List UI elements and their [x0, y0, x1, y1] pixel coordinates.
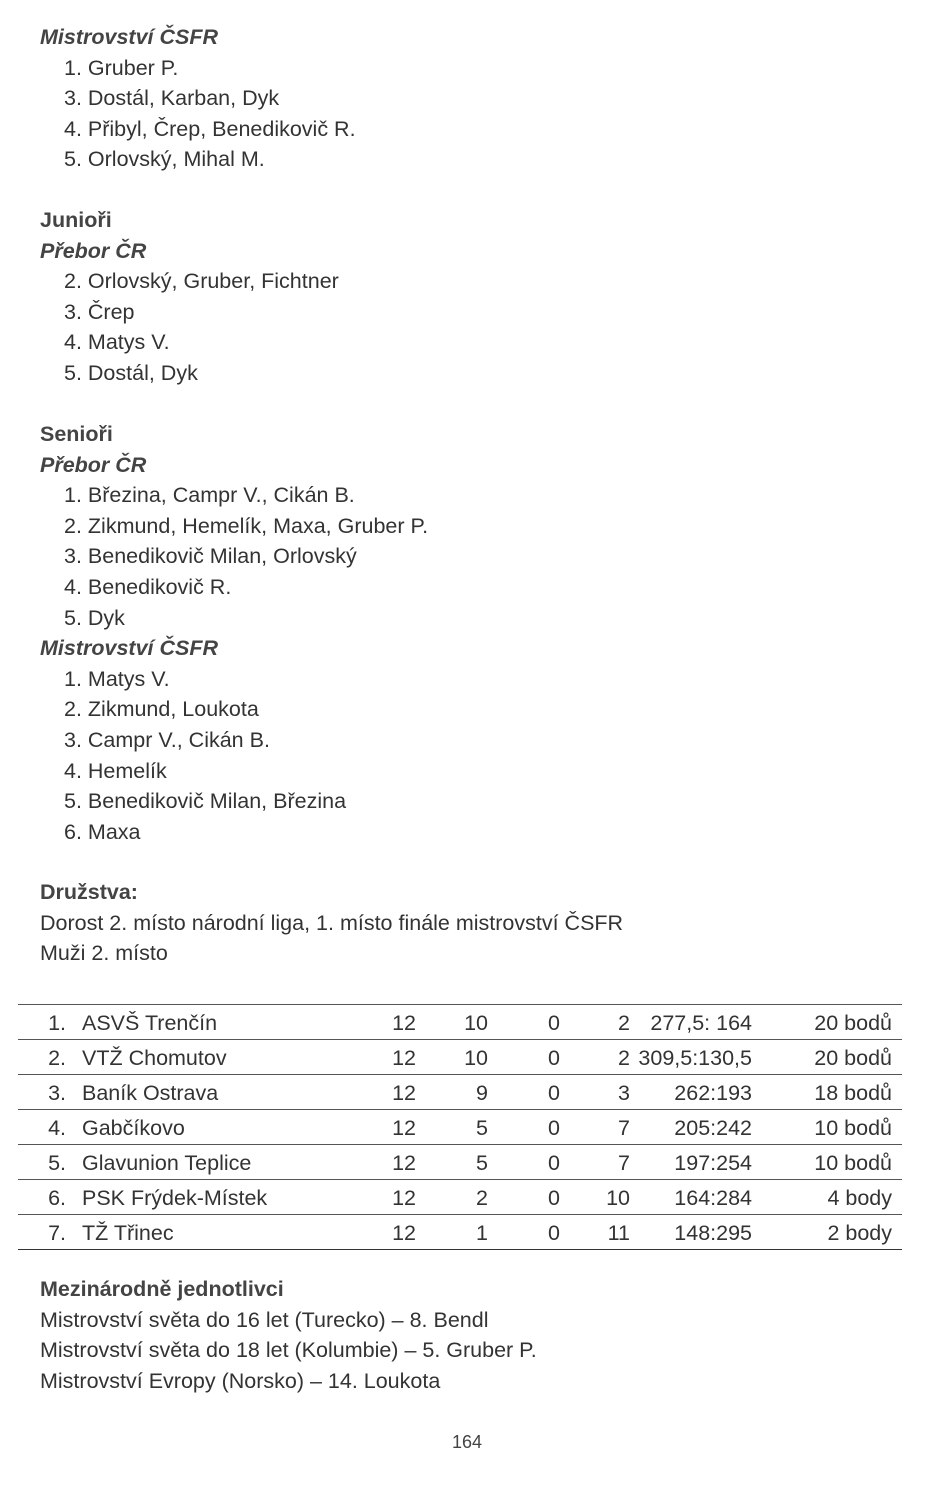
score-cell: 205:242	[674, 1116, 752, 1140]
team-cell: PSK Frýdek-Místek	[82, 1186, 268, 1210]
result-line: 4. Benedikovič R.	[64, 574, 232, 599]
draws-cell: 0	[548, 1081, 560, 1105]
text-line: Dorost 2. místo národní liga, 1. místo finále mistrovství ČSFR	[40, 910, 624, 935]
result-line: 5. Dostál, Dyk	[64, 360, 198, 385]
result-line: 5. Orlovský, Mihal M.	[64, 147, 265, 172]
section-mezinarodne	[40, 1274, 900, 1396]
section-druzstva	[40, 877, 900, 969]
subsection-heading: Mistrovství ČSFR	[40, 636, 219, 661]
result-line: 3. Dostál, Karban, Dyk	[64, 86, 280, 111]
score-cell: 197:254	[674, 1151, 752, 1175]
rank-cell: 3.	[48, 1081, 66, 1105]
draws-cell: 0	[548, 1221, 560, 1245]
section-mistrovstvi-csfr	[40, 22, 900, 175]
games-cell: 12	[392, 1011, 416, 1035]
draws-cell: 0	[548, 1116, 560, 1140]
team-cell: TŽ Třinec	[82, 1221, 174, 1245]
points-cell: 4 body	[827, 1186, 892, 1210]
draws-cell: 0	[548, 1186, 560, 1210]
rank-cell: 4.	[48, 1116, 66, 1140]
score-cell: 262:193	[674, 1081, 752, 1105]
result-line: 1. Gruber P.	[64, 55, 179, 80]
result-line: 4. Hemelík	[64, 758, 167, 783]
losses-cell: 10	[606, 1186, 630, 1210]
table-row	[18, 1075, 902, 1110]
result-line: 1. Březina, Campr V., Cikán B.	[64, 483, 355, 508]
rank-cell: 7.	[48, 1221, 66, 1245]
table-row	[18, 1110, 902, 1145]
score-cell: 148:295	[674, 1221, 752, 1245]
losses-cell: 2	[618, 1046, 630, 1070]
result-line: 4. Matys V.	[64, 330, 170, 355]
team-cell: Baník Ostrava	[82, 1081, 219, 1105]
losses-cell: 11	[607, 1221, 630, 1245]
result-line: 6. Maxa	[64, 819, 141, 844]
points-cell: 2 body	[827, 1221, 892, 1245]
result-line: 2. Orlovský, Gruber, Fichtner	[64, 269, 339, 294]
rank-cell: 6.	[48, 1186, 66, 1210]
section-heading: Junioři	[40, 208, 112, 232]
section-heading: Družstva:	[40, 880, 138, 904]
result-line: 2. Zikmund, Loukota	[64, 697, 259, 722]
points-cell: 10 bodů	[814, 1151, 892, 1175]
wins-cell: 10	[464, 1011, 488, 1035]
score-cell: 277,5: 164	[650, 1011, 752, 1035]
section-juniori	[40, 205, 900, 389]
team-cell: Gabčíkovo	[82, 1116, 185, 1140]
team-cell: ASVŠ Trenčín	[82, 1011, 218, 1035]
losses-cell: 7	[618, 1116, 630, 1140]
games-cell: 12	[392, 1116, 416, 1140]
section-heading: Mistrovství ČSFR	[40, 25, 219, 49]
table-row	[18, 1145, 902, 1180]
result-line: 3. Campr V., Cikán B.	[64, 727, 270, 752]
result-line: 5. Dyk	[64, 605, 125, 630]
losses-cell: 3	[618, 1081, 630, 1105]
table-row	[18, 1005, 902, 1040]
subsection-heading: Přebor ČR	[40, 452, 147, 477]
wins-cell: 2	[476, 1186, 488, 1210]
text-line: Muži 2. místo	[40, 941, 168, 966]
rank-cell: 2.	[48, 1046, 66, 1070]
table-row	[18, 1180, 902, 1215]
wins-cell: 10	[464, 1046, 488, 1070]
games-cell: 12	[392, 1186, 416, 1210]
games-cell: 12	[392, 1046, 416, 1070]
result-line: 3. Črep	[64, 299, 135, 324]
result-line: 1. Matys V.	[64, 666, 170, 691]
team-cell: Glavunion Teplice	[82, 1151, 252, 1175]
result-line: 5. Benedikovič Milan, Březina	[64, 789, 347, 814]
wins-cell: 5	[476, 1116, 488, 1140]
points-cell: 20 bodů	[814, 1046, 892, 1070]
text-line: Mistrovství světa do 18 let (Kolumbie) – 5. Gruber P.	[40, 1338, 537, 1363]
result-line: 2. Zikmund, Hemelík, Maxa, Gruber P.	[64, 513, 429, 538]
score-cell: 309,5:130,5	[638, 1046, 752, 1070]
points-cell: 18 bodů	[814, 1081, 892, 1105]
table-row	[18, 1215, 902, 1250]
draws-cell: 0	[548, 1046, 560, 1070]
draws-cell: 0	[548, 1151, 560, 1175]
result-line: 3. Benedikovič Milan, Orlovský	[64, 544, 357, 569]
result-line: 4. Přibyl, Črep, Benedikovič R.	[64, 116, 356, 141]
losses-cell: 7	[618, 1151, 630, 1175]
rank-cell: 1.	[48, 1011, 66, 1035]
section-heading: Senioři	[40, 422, 113, 446]
losses-cell: 2	[618, 1011, 630, 1035]
games-cell: 12	[392, 1081, 416, 1105]
wins-cell: 5	[476, 1151, 488, 1175]
section-seniori	[40, 419, 900, 847]
score-cell: 164:284	[674, 1186, 752, 1210]
subsection-heading: Přebor ČR	[40, 238, 147, 263]
text-line: Mistrovství Evropy (Norsko) – 14. Loukota	[40, 1368, 441, 1393]
table-row	[18, 1040, 902, 1075]
points-cell: 10 bodů	[814, 1116, 892, 1140]
draws-cell: 0	[548, 1011, 560, 1035]
text-line: Mistrovství světa do 16 let (Turecko) – 8. Bendl	[40, 1307, 489, 1332]
team-cell: VTŽ Chomutov	[82, 1046, 227, 1070]
section-heading: Mezinárodně jednotlivci	[40, 1277, 284, 1301]
page-number: 164	[451, 1432, 483, 1452]
games-cell: 12	[392, 1151, 416, 1175]
wins-cell: 9	[476, 1081, 488, 1105]
games-cell: 12	[392, 1221, 416, 1245]
rank-cell: 5.	[48, 1151, 66, 1175]
points-cell: 20 bodů	[814, 1011, 892, 1035]
wins-cell: 1	[476, 1221, 488, 1245]
standings-table	[18, 1004, 902, 1250]
